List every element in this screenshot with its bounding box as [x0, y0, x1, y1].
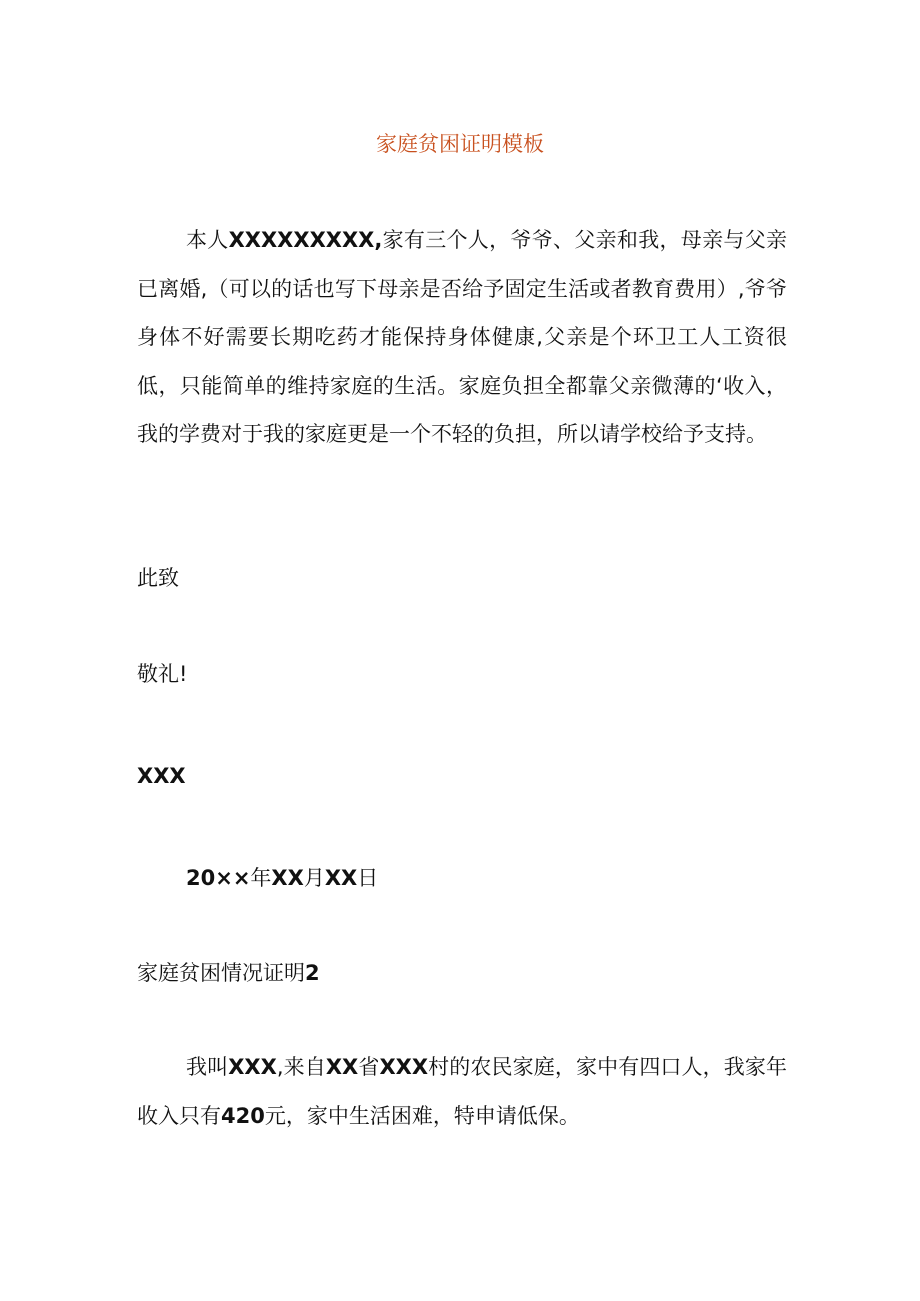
section-2-heading-number: 2	[305, 961, 320, 985]
date-month: XX	[271, 866, 304, 890]
date-month-unit: 月	[303, 866, 325, 890]
paragraph-2	[137, 1043, 787, 1140]
closing-salutation	[137, 562, 179, 594]
paragraph-1-name: XXXXXXXXX,	[228, 228, 383, 252]
date-year-unit: 年	[250, 866, 272, 890]
paragraph-2-part-4: 村的农民家庭，家中有四口人，我家年收入只有	[137, 1055, 788, 1128]
signature-text: XXX	[137, 764, 186, 788]
paragraph-2-village: XXX	[379, 1055, 429, 1079]
date-line	[186, 862, 378, 894]
date-day: XX	[324, 866, 358, 890]
signature	[137, 760, 186, 792]
closing-salutation-text: 此致	[137, 566, 179, 590]
paragraph-2-part-5: 元，家中生活困难，特申请低保。	[264, 1103, 580, 1128]
paragraph-2-part-2: ,来自	[276, 1055, 326, 1079]
date-day-unit: 日	[357, 866, 379, 890]
paragraph-2-province: XX	[325, 1055, 359, 1079]
paragraph-2-part-1: 我叫	[186, 1055, 229, 1079]
document-title	[0, 128, 920, 160]
paragraph-1-intro: 本人	[186, 228, 229, 252]
document-title-text: 家庭贫困证明模板	[376, 132, 544, 156]
section-2-heading	[137, 957, 320, 989]
closing-regards	[137, 658, 187, 690]
paragraph-1-body: 家有三个人，爷爷、父亲和我，母亲与父亲已离婚,（可以的话也写下母亲是否给予固定生活或者教育费用）,爷爷身体不好需要长期吃药才能保持身体健康,父亲是个环卫工人工资很低，只能简单的维持家庭的生活。家庭负担全都靠父亲微薄的‘收入，我的学费对于我的家庭更是一个不轻的负担，所以请学校给予支持。	[137, 228, 788, 446]
date-year: 20××	[186, 866, 251, 890]
section-2-heading-text: 家庭贫困情况证明	[137, 961, 305, 985]
paragraph-2-part-3: 省	[358, 1055, 380, 1079]
closing-regards-text: 敬礼!	[137, 662, 188, 686]
paragraph-2-name: XXX	[228, 1055, 277, 1079]
paragraph-2-income: 420	[221, 1103, 265, 1128]
paragraph-1	[137, 216, 787, 459]
